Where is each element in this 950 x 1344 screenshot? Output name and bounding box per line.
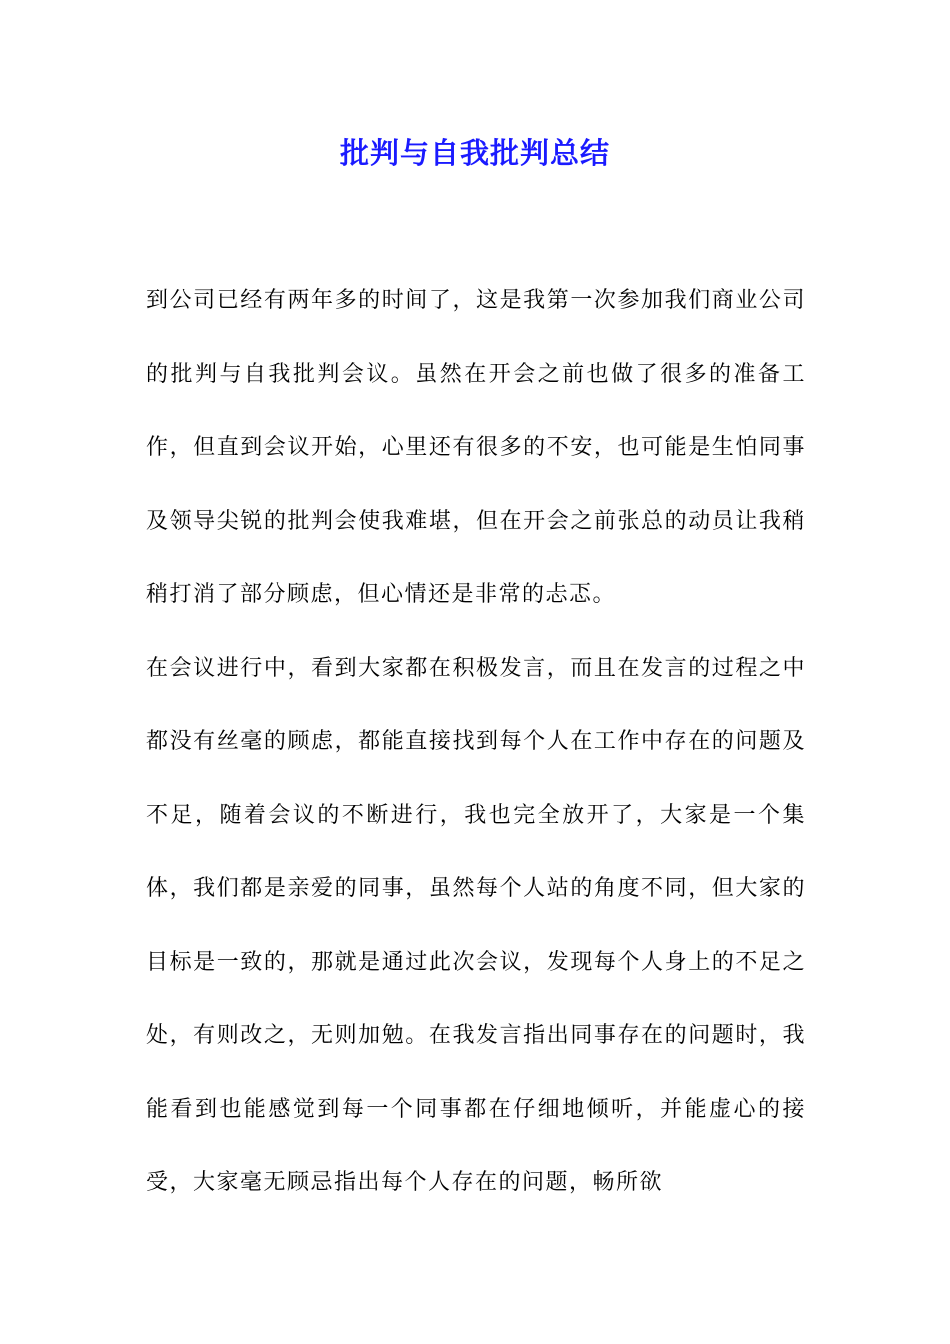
- document-body: [146, 264, 806, 1220]
- document-title: 批判与自我批判总结: [339, 136, 610, 170]
- paragraph-1: 到公司已经有两年多的时间了，这是我第一次参加我们商业公司的批判与自我批判会议。虽然在开会之前也做了很多的准备工作，但直到会议开始，心里还有很多的不安，也可能是生怕同事及领导尖锐的批判会使我难堪，但在开会之前张总的动员让我稍稍打消了部分顾虑，但心情还是非常的忐忑。: [146, 288, 806, 607]
- paragraph-2: 在会议进行中，看到大家都在积极发言，而且在发言的过程之中都没有丝毫的顾虑，都能直接找到每个人在工作中存在的问题及不足，随着会议的不断进行，我也完全放开了，大家是一个集体，我们都是亲爱的同事，虽然每个人站的角度不同，但大家的目标是一致的，那就是通过此次会议，发现每个人身上的不足之处，有则改之，无则加勉。在我发言指出同事存在的问题时，我能看到也能感觉到每一个同事都在仔细地倾听，并能虚心的接受，大家毫无顾忌指出每个人存在的问题，畅所欲: [146, 655, 806, 1195]
